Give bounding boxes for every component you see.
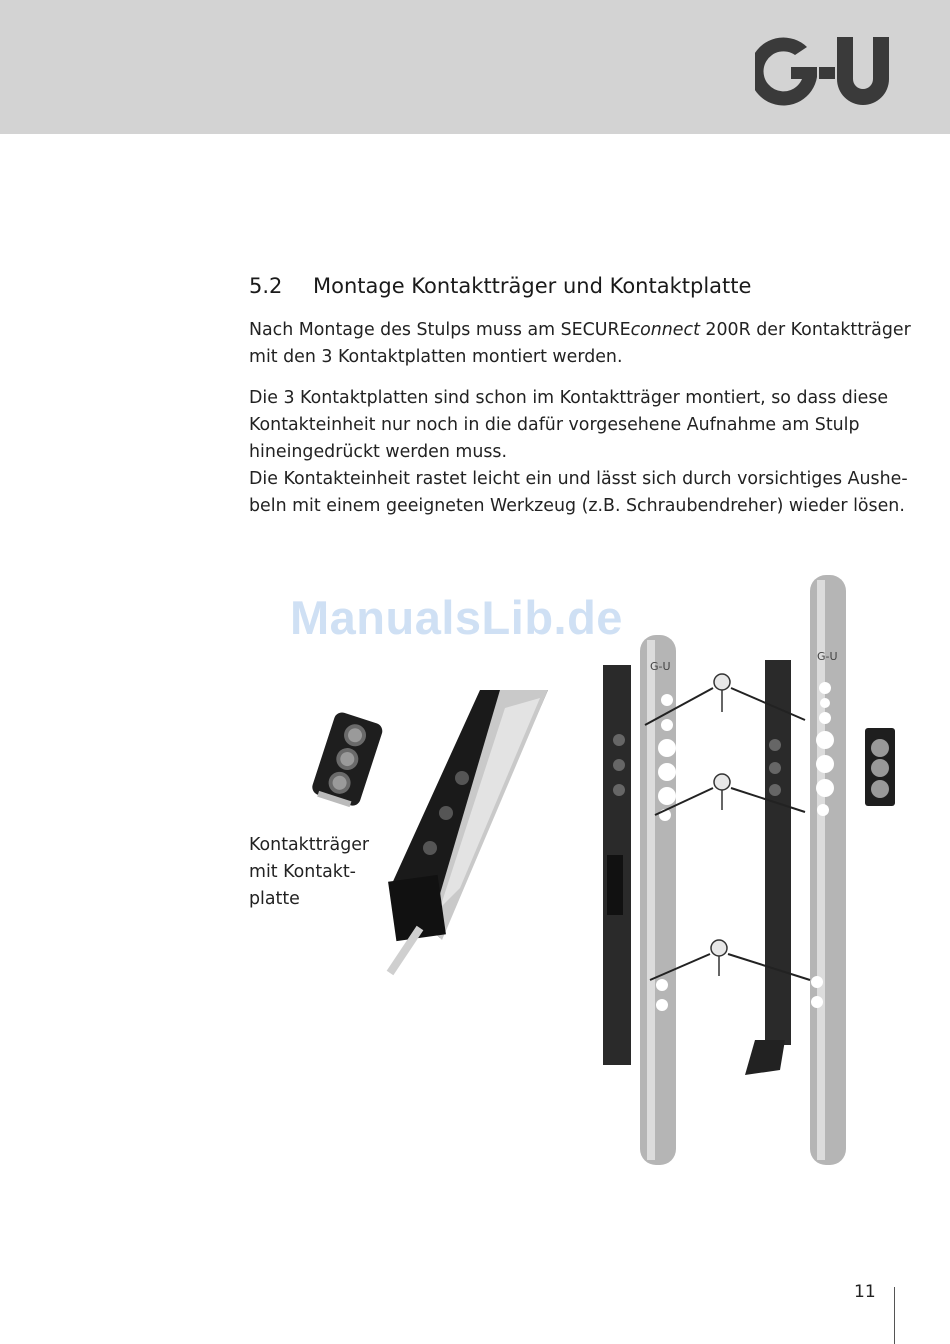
paragraph-intro — [249, 317, 909, 371]
caption-line: platte — [249, 889, 300, 909]
assembly-photo — [595, 570, 905, 1170]
figure-caption — [249, 832, 369, 913]
caption-line: mit Kontakt- — [249, 862, 356, 882]
paragraph-line: hineingedrückt werden muss. — [249, 442, 508, 462]
paragraph-line: Die Kontakteinheit rastet leicht ein und lässt sich durch vorsichtiges Aushe- — [249, 469, 908, 489]
page-number: 11 — [854, 1282, 876, 1302]
paragraph-instructions — [249, 385, 909, 520]
paragraph-line: mit den 3 Kontaktplatten montiert werden. — [249, 347, 623, 367]
strip-mark-left: G-U — [650, 660, 671, 673]
strip-mark-right: G-U — [817, 650, 838, 663]
section-title: Montage Kontaktträger und Kontaktplatte — [313, 274, 752, 298]
paragraph-line: Kontakteinheit nur noch in die dafür vorgesehene Aufnahme am Stulp — [249, 415, 860, 435]
caption-line: Kontaktträger — [249, 835, 370, 855]
paragraph-line: Die 3 Kontaktplatten sind schon im Kontaktträger montiert, so dass diese — [249, 388, 889, 408]
gu-logo — [755, 33, 900, 109]
section-heading — [249, 274, 751, 298]
watermark: ManualsLib.de — [290, 591, 623, 644]
contact-carrier-photo — [380, 688, 555, 978]
text-run: 200R der Kontaktträger — [699, 320, 911, 340]
paragraph-line — [249, 317, 909, 344]
page-rule — [894, 1287, 895, 1344]
section-number: 5.2 — [249, 274, 283, 298]
paragraph-line: beln mit einem geeigneten Werkzeug (z.B. Schraubendreher) wieder lösen. — [249, 496, 905, 516]
text-run: Nach Montage des Stulps muss am SECURE — [249, 320, 631, 340]
text-run-italic: connect — [630, 320, 700, 340]
